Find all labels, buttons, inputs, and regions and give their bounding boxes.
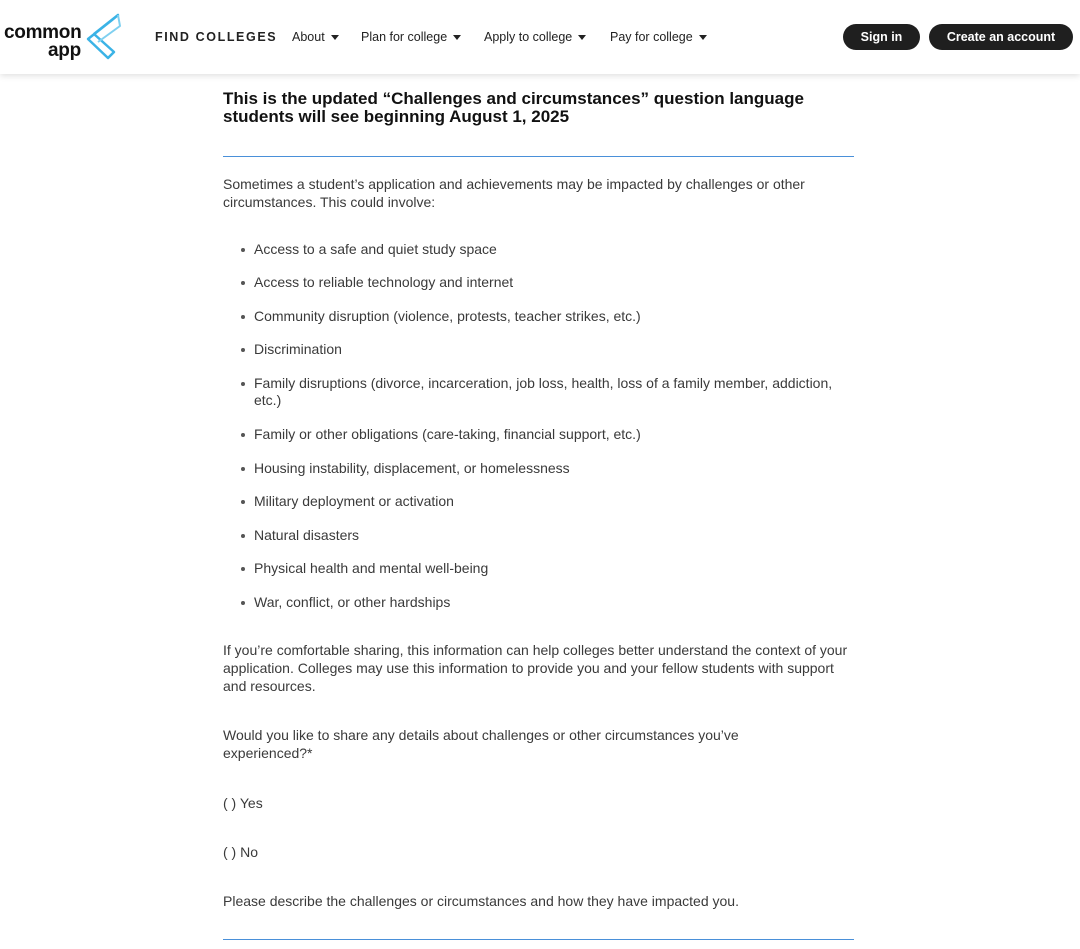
- site-header: [0, 0, 1080, 74]
- list-item: Access to reliable technology and internet: [254, 274, 844, 291]
- list-item: Natural disasters: [254, 527, 844, 544]
- nav-about[interactable]: [292, 30, 339, 44]
- divider-top: [223, 156, 854, 157]
- caret-down-icon: [453, 35, 461, 40]
- list-item: Access to a safe and quiet study space: [254, 241, 844, 258]
- list-item: Community disruption (violence, protests, teacher strikes, etc.): [254, 308, 844, 325]
- caret-down-icon: [699, 35, 707, 40]
- nav-about-label: About: [292, 30, 325, 44]
- page-title: This is the updated “Challenges and circumstances” question language students will see beginning August 1, 2025: [223, 89, 804, 126]
- find-colleges-link[interactable]: FIND COLLEGES: [155, 30, 278, 44]
- list-item: Family disruptions (divorce, incarceration, job loss, health, loss of a family member, addiction, etc.): [254, 375, 844, 409]
- sharing-text: If you’re comfortable sharing, this information can help colleges better understand the context of your application. Colleges may use this information to provide you and your fellow students with support and resources.: [223, 642, 848, 694]
- create-account-button[interactable]: Create an account: [929, 24, 1073, 50]
- logo-ribbon-icon: [84, 12, 124, 60]
- logo-text-common: common: [4, 22, 82, 43]
- question-text: Would you like to share any details about challenges or other circumstances you’ve experienced?*: [223, 727, 739, 761]
- nav-pay-for-college[interactable]: [610, 30, 707, 44]
- logo-text-app: app: [48, 40, 81, 61]
- list-item: Military deployment or activation: [254, 493, 844, 510]
- option-yes: ( ) Yes: [223, 795, 263, 811]
- describe-text: Please describe the challenges or circumstances and how they have impacted you.: [223, 893, 739, 909]
- nav-apply-label: Apply to college: [484, 30, 573, 44]
- list-item: Family or other obligations (care-taking, financial support, etc.): [254, 426, 844, 443]
- divider-bottom: [223, 939, 854, 940]
- caret-down-icon: [331, 35, 339, 40]
- option-no: ( ) No: [223, 844, 258, 860]
- nav-pay-label: Pay for college: [610, 30, 693, 44]
- nav-apply-to-college[interactable]: [484, 30, 586, 44]
- list-item: Housing instability, displacement, or homelessness: [254, 460, 844, 477]
- intro-text: Sometimes a student’s application and achievements may be impacted by challenges or other circumstances. This could involve:: [223, 176, 805, 210]
- caret-down-icon: [578, 35, 586, 40]
- list-item: Physical health and mental well-being: [254, 560, 844, 577]
- nav-plan-for-college[interactable]: [361, 30, 461, 44]
- common-app-logo[interactable]: [4, 12, 124, 64]
- sign-in-button[interactable]: Sign in: [843, 24, 920, 50]
- nav-plan-label: Plan for college: [361, 30, 448, 44]
- list-item: Discrimination: [254, 341, 844, 358]
- list-item: War, conflict, or other hardships: [254, 594, 844, 611]
